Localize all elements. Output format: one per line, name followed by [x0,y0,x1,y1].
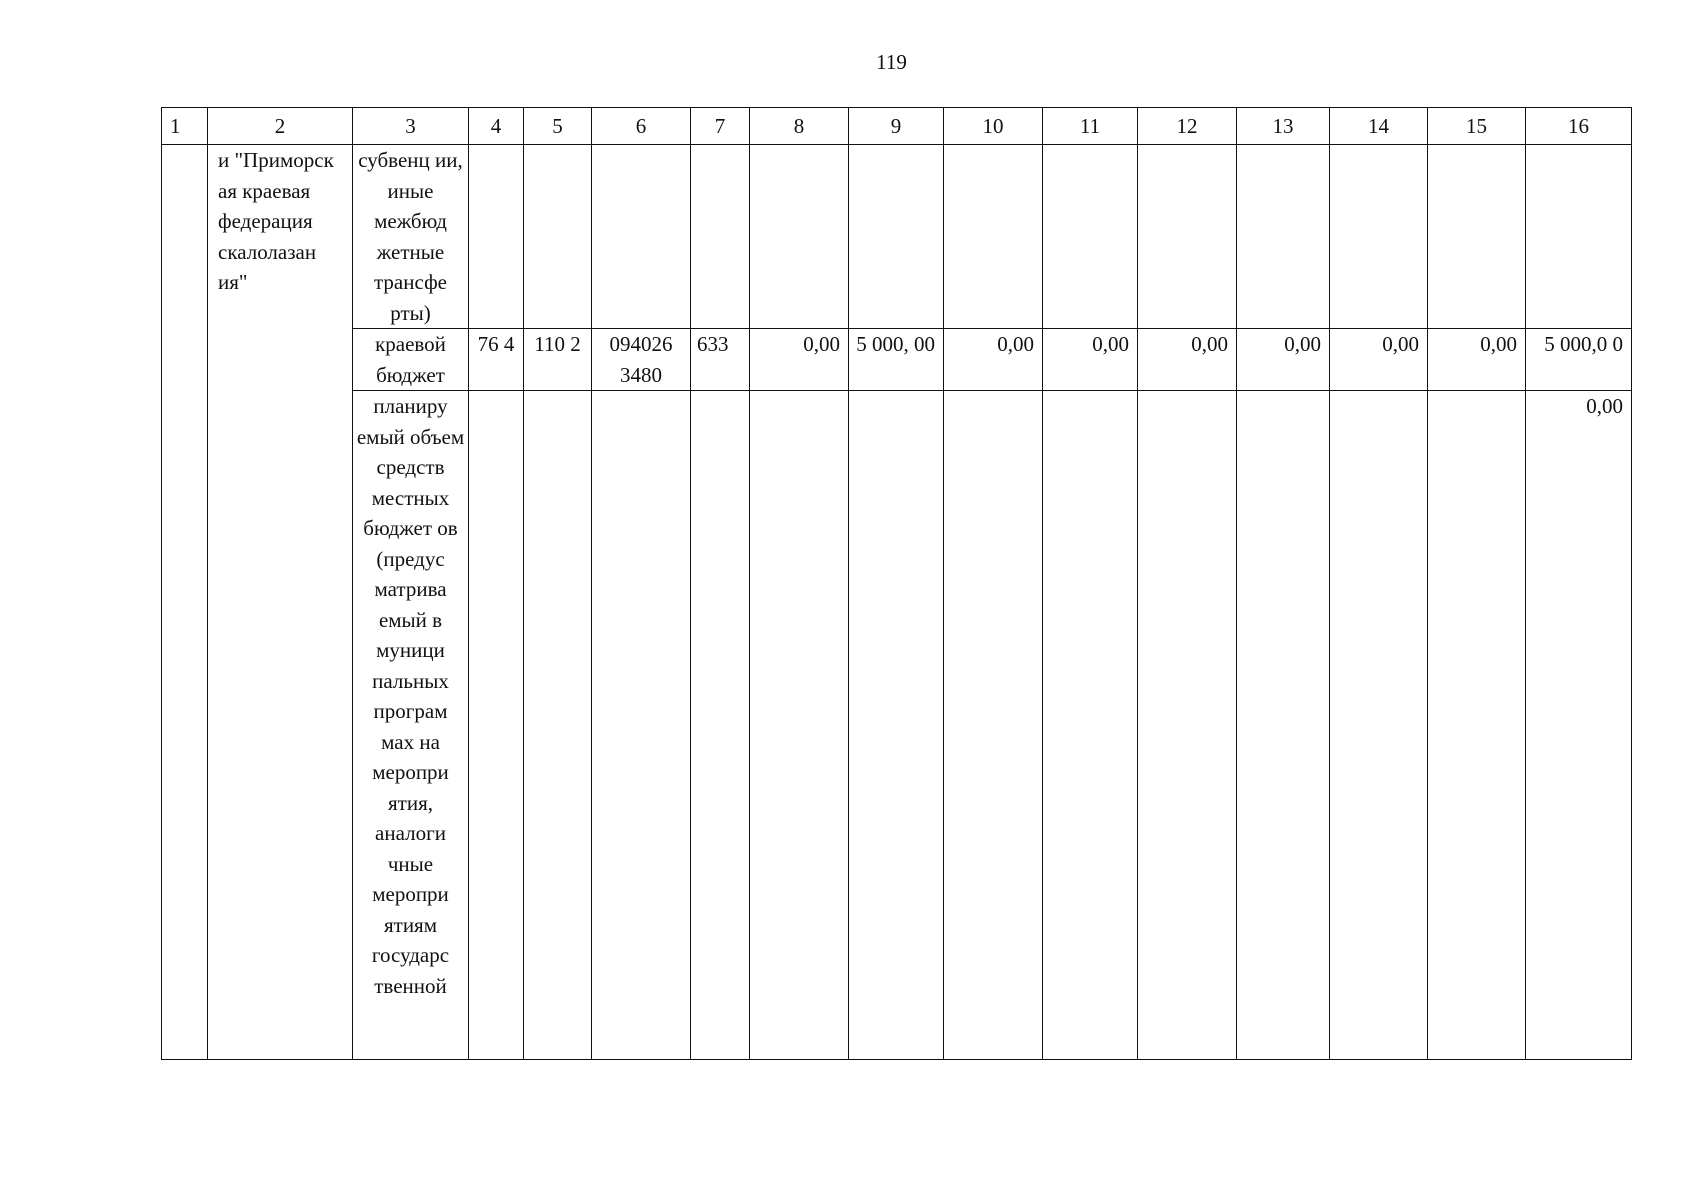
table-cell [1330,145,1428,329]
column-header: 12 [1138,108,1237,145]
column-header: 4 [469,108,524,145]
table-cell [750,145,849,329]
table-cell [849,145,944,329]
table-cell: 0,00 [1043,329,1138,391]
table-cell [592,145,691,329]
table-cell [691,391,750,1060]
column-header: 1 [162,108,208,145]
table-cell: 0,00 [1526,391,1632,1060]
column-header: 5 [524,108,592,145]
table-cell [1138,145,1237,329]
table-cell: 76 4 [469,329,524,391]
table-header-row [162,108,1632,145]
table-cell: 5 000, 00 [849,329,944,391]
table-cell: 0,00 [750,329,849,391]
table-cell [1526,145,1632,329]
table-cell [524,391,592,1060]
column-header: 16 [1526,108,1632,145]
column-header: 15 [1428,108,1526,145]
column-header: 9 [849,108,944,145]
table-cell [849,391,944,1060]
table-cell [1138,391,1237,1060]
funding-source-cell: планиру емый объем средств местных бюджет ов (предус матрива емый в муници пальных програм мах на меропри ятия, аналоги чные меропри ятиям государс твенной [353,391,469,1060]
table-cell [1043,145,1138,329]
row-number-cell [162,145,208,1060]
table-cell [1428,145,1526,329]
column-header: 3 [353,108,469,145]
table-cell [944,145,1043,329]
table-cell: 0,00 [944,329,1043,391]
table-cell: 110 2 [524,329,592,391]
column-header: 7 [691,108,750,145]
column-header: 14 [1330,108,1428,145]
column-header: 13 [1237,108,1330,145]
table-cell [1237,145,1330,329]
table-cell [944,391,1043,1060]
column-header: 6 [592,108,691,145]
table-cell [691,145,750,329]
table-cell [1330,391,1428,1060]
table-cell: 0,00 [1428,329,1526,391]
table-cell [1237,391,1330,1060]
table-cell: 094026 3480 [592,329,691,391]
column-header: 11 [1043,108,1138,145]
column-header: 2 [208,108,353,145]
table-cell: 5 000,0 0 [1526,329,1632,391]
page-number: 119 [876,50,907,74]
table-cell: 0,00 [1237,329,1330,391]
table-row [162,329,1632,391]
table-cell [469,391,524,1060]
table-cell [524,145,592,329]
funding-source-cell: субвенц ии, иные межбюд жетные трансфе рты) [353,145,469,329]
table-cell: 633 [691,329,750,391]
funding-source-cell: краевой бюджет [353,329,469,391]
table-cell: 0,00 [1330,329,1428,391]
table-cell [469,145,524,329]
table-cell [750,391,849,1060]
budget-table [161,107,1632,1060]
column-header: 8 [750,108,849,145]
organization-cell: и "Приморск ая краевая федерация скалолазан ия" [208,145,353,1060]
table-row [162,145,1632,329]
table-cell [1428,391,1526,1060]
table-cell [592,391,691,1060]
table-row [162,391,1632,1060]
table-cell [1043,391,1138,1060]
table-cell: 0,00 [1138,329,1237,391]
column-header: 10 [944,108,1043,145]
